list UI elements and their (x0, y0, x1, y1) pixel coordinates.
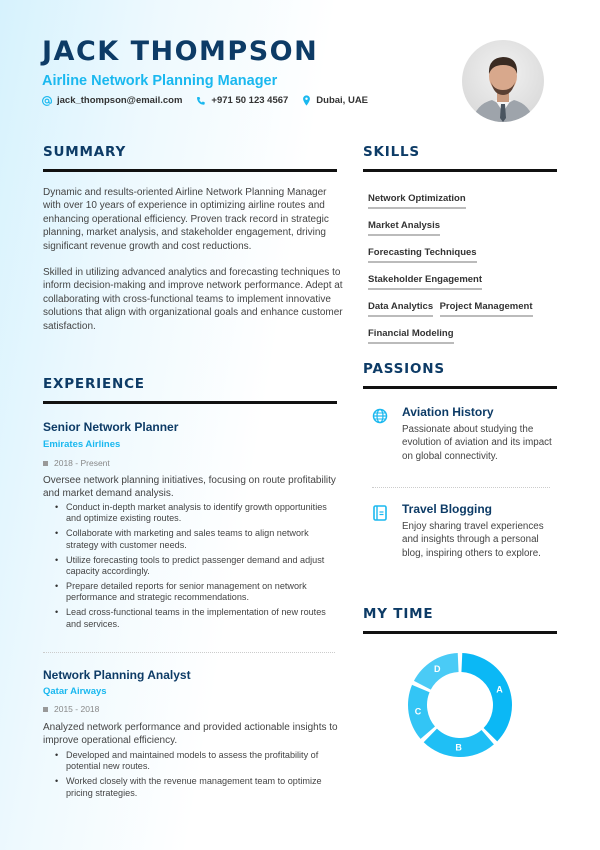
candidate-name: JACK THOMPSON (42, 36, 319, 67)
job-bullet: • Prepare detailed reports for senior management on network performance and strategic recommendations. (43, 581, 343, 604)
job-dates-text: 2018 - Present (54, 458, 110, 468)
passions-heading: PASSIONS (363, 361, 445, 377)
skills-heading: SKILLS (363, 144, 420, 160)
job-bullet: • Conduct in-depth market analysis to identify growth opportunities and optimize existing routes. (43, 502, 343, 525)
calendar-icon (43, 707, 48, 712)
experience-heading: EXPERIENCE (43, 376, 145, 392)
job-company: Emirates Airlines (43, 439, 121, 450)
donut-label: A (496, 684, 503, 695)
my-time-divider (363, 631, 557, 634)
job-bullets (43, 750, 343, 803)
summary-divider (43, 169, 337, 172)
globe-icon (372, 408, 388, 424)
contact-bar (42, 95, 382, 106)
donut-label: C (414, 706, 422, 717)
job-summary: Analyzed network performance and provided actionable insights to improve operational efficiency. (43, 722, 338, 747)
my-time-heading: MY TIME (363, 606, 434, 622)
passion-desc: Passionate about studying the evolution of aviation and its impact on global connectivity. (402, 424, 552, 462)
summary-paragraph-1: Dynamic and results-oriented Airline Network Planning Manager with over 10 years of experience in optimizing airline routes and enhancing operational efficiency. Proven track record in strategic planning, market analysis, and stakeholder engagement, driving significant revenue growth and cost reductions. (43, 187, 329, 252)
job-bullet: • Collaborate with marketing and sales teams to align network strategy with customer needs. (43, 528, 343, 551)
skills-list (368, 188, 558, 350)
candidate-title: Airline Network Planning Manager (42, 73, 278, 89)
summary-heading: SUMMARY (43, 144, 127, 160)
job-title: Senior Network Planner (43, 420, 179, 434)
location-text: Dubai, UAE (316, 95, 369, 106)
job-title: Network Planning Analyst (43, 668, 191, 682)
job-bullets (43, 502, 343, 634)
profile-photo (462, 40, 544, 122)
donut-segment-c (408, 685, 435, 739)
job-dates (43, 458, 110, 468)
skill-tag: Financial Modeling (368, 328, 454, 344)
donut-label: D (433, 664, 441, 675)
passion-title: Travel Blogging (402, 502, 493, 516)
job-company: Qatar Airways (43, 686, 107, 697)
skill-tag: Stakeholder Engagement (368, 274, 482, 290)
donut-segment-a (461, 653, 512, 741)
phone-text: +971 50 123 4567 (211, 95, 289, 106)
my-time-donut-chart (405, 650, 515, 760)
job-dates-text: 2015 - 2018 (54, 704, 100, 714)
contact-location (302, 95, 368, 106)
calendar-icon (43, 461, 48, 466)
at-icon (42, 96, 52, 106)
summary-paragraph-2: Skilled in utilizing advanced analytics and forecasting techniques to inform decision-making and improve network performance. Adept at collaborating with cross-functional teams to implement innovative solutions that align with organizational goals and enhance customer satisfaction. (43, 267, 343, 332)
skill-tag: Project Management (440, 301, 533, 317)
skill-tag: Network Optimization (368, 193, 466, 209)
job-bullet: • Worked closely with the revenue management team to optimize pricing strategies. (43, 776, 343, 799)
skill-tag: Market Analysis (368, 220, 440, 236)
job-summary: Oversee network planning initiatives, focusing on route profitability and market demand analysis. (43, 475, 336, 500)
email-text: jack_thompson@email.com (57, 95, 183, 106)
job-dates (43, 704, 99, 714)
phone-icon (196, 96, 206, 106)
job-bullet: • Utilize forecasting tools to predict passenger demand and adjust capacity accordingly. (43, 555, 343, 578)
skill-tag: Forecasting Techniques (368, 247, 477, 263)
passion-title: Aviation History (402, 405, 494, 419)
job-bullet: • Lead cross-functional teams in the implementation of new routes and services. (43, 607, 343, 630)
passion-separator (372, 487, 550, 488)
job-bullet: • Developed and maintained models to assess the profitability of potential new routes. (43, 750, 343, 773)
contact-email[interactable] (42, 95, 182, 106)
donut-label: B (455, 742, 462, 753)
notebook-icon (373, 505, 389, 521)
skill-tag: Data Analytics (368, 301, 433, 317)
map-pin-icon (302, 95, 311, 106)
experience-divider (43, 401, 337, 404)
passion-desc: Enjoy sharing travel experiences and insights through a personal blog, inspiring others to explore. (402, 521, 544, 559)
contact-phone[interactable] (196, 95, 288, 106)
job-separator (43, 652, 335, 653)
passions-divider (363, 386, 557, 389)
skills-divider (363, 169, 557, 172)
